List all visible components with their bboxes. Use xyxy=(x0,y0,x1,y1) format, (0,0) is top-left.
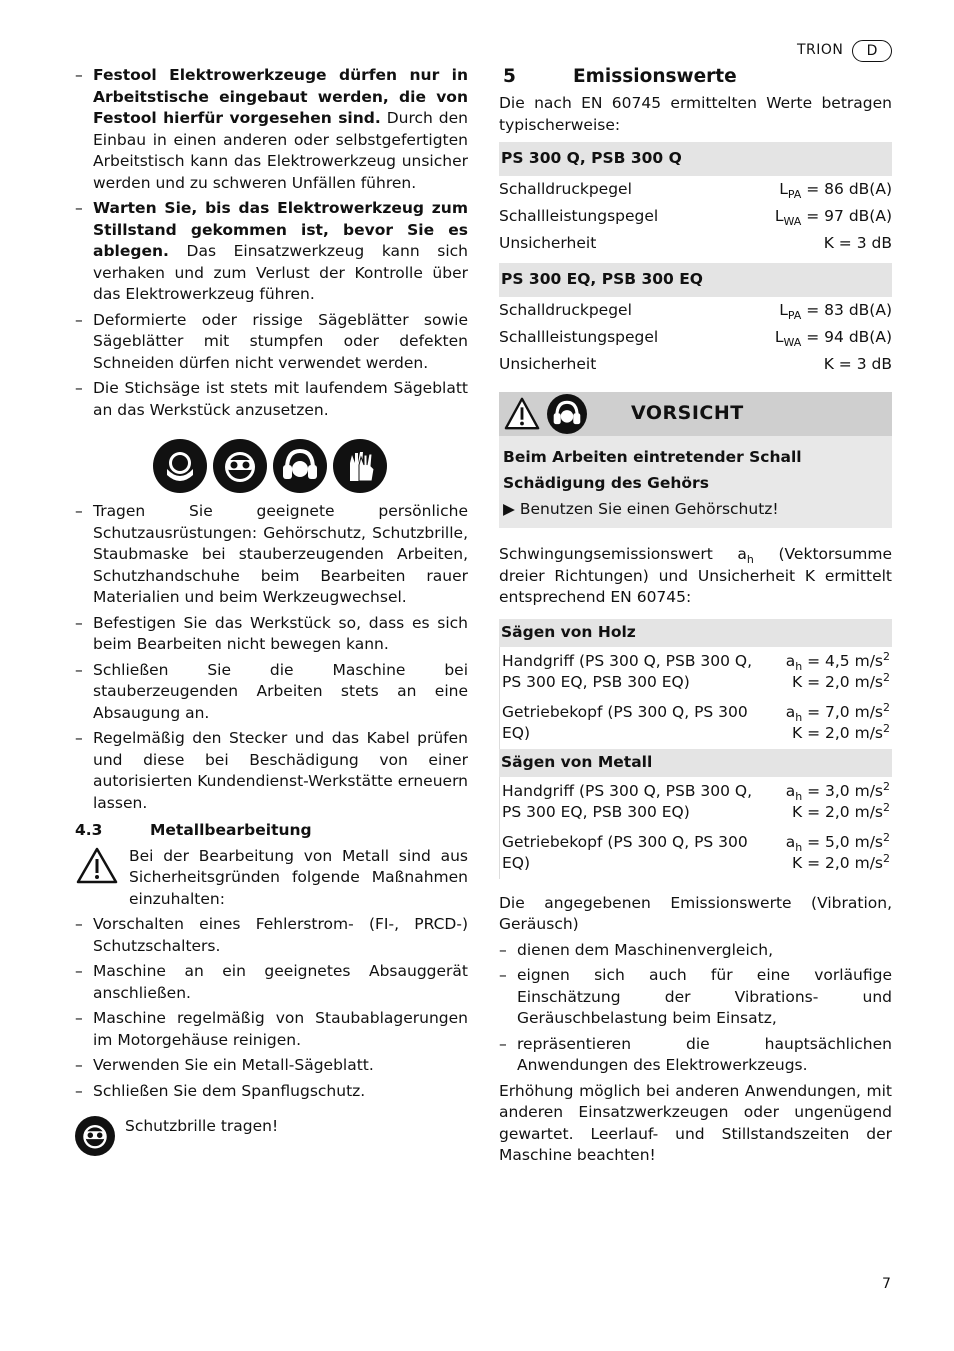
list-item: – Schließen Sie die Maschine bei stauberzeugenden Arbeiten stets an eine Absaugung an. xyxy=(75,660,468,722)
safety-list-2 xyxy=(75,501,468,814)
list-item: – Regelmäßig den Stecker und das Kabel prüfen und diese bei Beschädigung von einer autorisierten Kundendienst-Werkstätte erneuern lassen. xyxy=(75,729,468,812)
emission-note: Die angegebenen Emissionswerte (Vibration, Geräusch) xyxy=(499,893,892,933)
list-item: – Schließen Sie dem Spanflugschutz. xyxy=(75,1081,366,1100)
metal-intro: Bei der Bearbeitung von Metall sind aus Sicherheitsgründen folgende Maßnahmen einzuhalten: xyxy=(129,846,468,908)
metal-list xyxy=(75,914,468,1102)
list-item: – Maschine an ein geeignetes Absauggerät anschließen. xyxy=(75,962,468,1002)
section-heading-5: 5 Emissionswerte xyxy=(503,66,737,87)
ear-protection-icon xyxy=(273,439,327,493)
left-column xyxy=(75,65,468,1160)
table-header: PS 300 Q, PSB 300 Q xyxy=(499,142,892,176)
goggles-note-text: Schutzbrille tragen! xyxy=(125,1117,279,1135)
section-heading-4-3: 4.3 Metallbearbeitung xyxy=(75,821,312,839)
safety-goggles-icon xyxy=(75,1116,115,1156)
table-header: PS 300 EQ, PSB 300 EQ xyxy=(499,263,892,297)
table-row: Getriebekopf (PS 300 Q, PS 300 EQ) $a_h = 5,0$ $m/s^2$ K = 2,0 $m/s^2$ xyxy=(499,828,892,879)
vibration-table xyxy=(499,619,892,879)
table-header: Sägen von Metall xyxy=(499,749,892,777)
list-item: – Die Stichsäge ist stets mit laufendem Sägeblatt an das Werkstück anzusetzen. xyxy=(75,379,468,419)
warning-triangle-icon xyxy=(75,846,119,886)
caution-title: VORSICHT xyxy=(631,402,744,425)
caution-box xyxy=(499,392,892,528)
list-item: – eignen sich auch für eine vorläufige Einschätzung der Vibrations- und Geräuschbelastung beim Einsatz, xyxy=(499,966,892,1027)
goggles-note xyxy=(75,1116,468,1156)
list-item: – Tragen Sie geeignete persönliche Schutzausrüstungen: Gehörschutz, Schutzbrille, Staubmaske bei stauberzeugenden Arbeiten, Schutzhandschuhe beim Bearbeiten rauer Materialien und beim Werkzeugwechsel. xyxy=(75,502,468,606)
dust-mask-icon xyxy=(153,439,207,493)
table-header: Sägen von Holz xyxy=(499,619,892,647)
list-item: – Maschine regelmäßig von Staubablagerungen im Motorgehäuse reinigen. xyxy=(75,1009,468,1049)
language-badge: D xyxy=(852,40,892,62)
list-item: – Verwenden Sie ein Metall-Sägeblatt. xyxy=(75,1056,374,1074)
table-row: Unsicherheit K = 3 dB xyxy=(499,233,892,252)
table-row: Schallleistungspegel $L_{WA} = 94$ dB(A) xyxy=(499,327,892,349)
emission-intro: Die nach EN 60745 ermittelten Werte betragen typischerweise: xyxy=(499,94,892,134)
caution-action: ▶ Benutzen Sie einen Gehörschutz! xyxy=(503,500,779,518)
table-row: Schallleistungspegel $L_{WA} = 97$ dB(A) xyxy=(499,206,892,228)
list-item: – dienen dem Maschinenvergleich, xyxy=(499,940,774,959)
warning-triangle-icon xyxy=(503,396,541,432)
list-item: – Festool Elektrowerkzeuge dürfen nur in Arbeitstische eingebaut werden, die von Festool hierfür vorgesehen sind. Durch den Einbau in einen anderen oder selbstgefertigten Arbeitstisch kann das Elektrowerkzeug unsicher werden und zu schweren Unfällen führen. xyxy=(75,66,468,192)
list-item: – Vorschalten eines Fehlerstrom- (FI-, PRCD-) Schutzschalters. xyxy=(75,915,468,955)
table-row: Unsicherheit K = 3 dB xyxy=(499,354,892,373)
noise-table-1 xyxy=(499,142,892,257)
table-row: Schalldruckpegel $L_{PA} = 86$ dB(A) xyxy=(499,179,892,201)
list-item: – Deformierte oder rissige Sägeblätter sowie Sägeblätter mit stumpfen oder defekten Schneiden dürfen nicht verwendet werden. xyxy=(75,310,468,372)
caution-line: Beim Arbeiten eintretender Schall xyxy=(503,448,802,466)
right-column xyxy=(499,65,892,1171)
list-item: – Warten Sie, bis das Elektrowerkzeug zum Stillstand gekommen ist, bevor Sie es ablegen. Das Einsatzwerkzeug kann sich verhaken und zum Verlust der Kontrolle über das Elektrowerkzeug führen. xyxy=(75,199,468,303)
ppe-icons xyxy=(153,439,468,493)
table-row: Schalldruckpegel $L_{PA} = 83$ dB(A) xyxy=(499,300,892,322)
list-item: – repräsentieren die hauptsächlichen Anwendungen des Elektrowerkzeugs. xyxy=(499,1034,892,1074)
table-row: Handgriff (PS 300 Q, PSB 300 Q, PS 300 EQ, PSB 300 EQ) $a_h = 3,0$ $m/s^2$ K = 2,0 $m/s^2$ xyxy=(499,777,892,828)
metal-warning xyxy=(75,846,468,911)
closing-text: Erhöhung möglich bei anderen Anwendungen, mit anderen Einsatzwerkzeugen oder ungenügend gewartet. Leerlauf- und Stillstandszeiten der Maschine beachten! xyxy=(499,1081,892,1164)
noise-table-2 xyxy=(499,263,892,378)
arrow-right-icon: ▶ xyxy=(503,500,520,518)
ear-protection-icon xyxy=(547,394,587,434)
table-row: Handgriff (PS 300 Q, PSB 300 Q, PS 300 EQ, PSB 300 EQ) $a_h = 4,5$ $m/s^2$ K = 2,0 $m/s^2$ xyxy=(499,647,892,698)
gloves-icon xyxy=(333,439,387,493)
vibration-intro: Schwingungsemissionswert $a_h$ (Vektorsumme dreier Richtungen) und Unsicherheit K ermittelt entsprechend EN 60745: xyxy=(499,545,893,606)
table-row: Getriebekopf (PS 300 Q, PS 300 EQ) $a_h = 7,0$ $m/s^2$ K = 2,0 $m/s^2$ xyxy=(499,698,892,749)
safety-list-1 xyxy=(75,65,468,421)
safety-goggles-icon xyxy=(213,439,267,493)
caution-line: Schädigung des Gehörs xyxy=(503,474,709,492)
list-item: – Befestigen Sie das Werkstück so, dass es sich beim Bearbeiten nicht bewegen kann. xyxy=(75,613,468,653)
page-number: 7 xyxy=(882,1276,891,1292)
header-product: TRION xyxy=(797,42,844,58)
